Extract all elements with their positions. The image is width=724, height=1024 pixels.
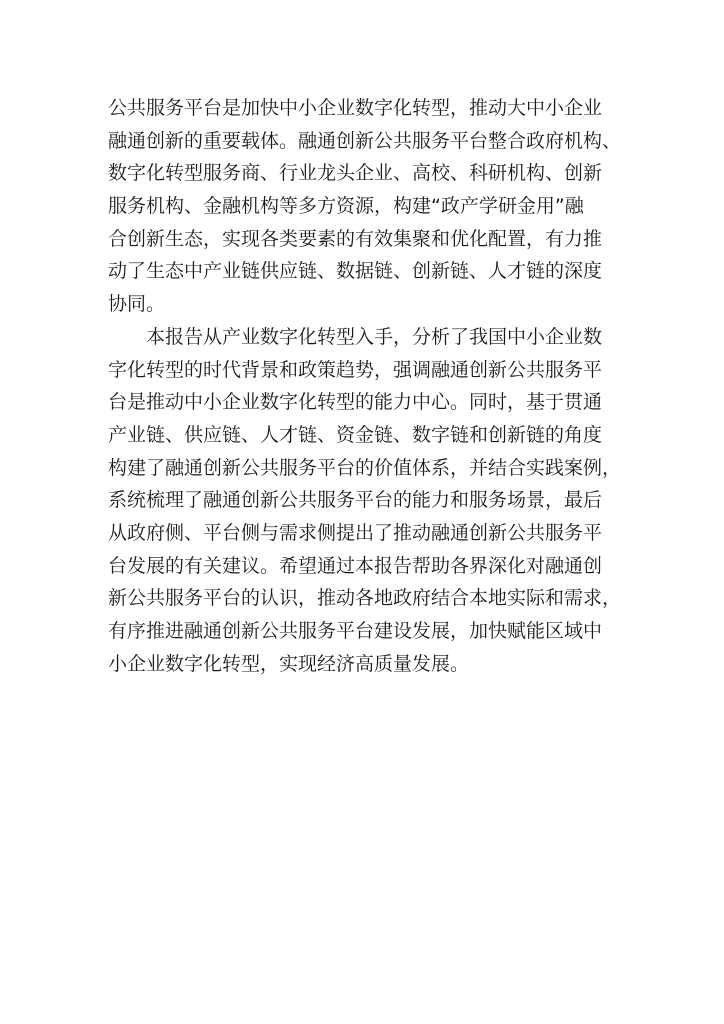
- text-line: 合创新生态，实现各类要素的有效集聚和优化配置，有力推: [108, 227, 603, 250]
- text-line: 动了生态中产业链供应链、数据链、创新链、人才链的深度: [108, 260, 603, 283]
- text-line: 构建了融通创新公共服务平台的价值体系，并结合实践案例，: [108, 456, 622, 479]
- paragraph-2: [108, 321, 628, 681]
- text-line: 融通创新的重要载体。融通创新公共服务平台整合政府机构、: [108, 129, 622, 152]
- text-line: 公共服务平台是加快中小企业数字化转型，推动大中小企业: [108, 97, 603, 119]
- body-text: [108, 92, 628, 680]
- text-line: 数字化转型服务商、行业龙头企业、高校、科研机构、创新: [108, 162, 603, 185]
- text-line: 台是推动中小企业数字化转型的能力中心。同时，基于贯通: [108, 391, 603, 414]
- text-line: 协同。: [108, 293, 166, 316]
- text-line: 从政府侧、平台侧与需求侧提出了推动融通创新公共服务平: [108, 521, 603, 544]
- text-line: 小企业数字化转型，实现经济高质量发展。: [108, 652, 470, 675]
- text-line: 台发展的有关建议。希望通过本报告帮助各界深化对融通创: [108, 554, 603, 577]
- text-line: 服务机构、金融机构等多方资源，构建“政产学研金用”融: [108, 195, 584, 218]
- text-line: 有序推进融通创新公共服务平台建设发展，加快赋能区域中: [108, 620, 603, 642]
- text-line: 字化转型的时代背景和政策趋势，强调融通创新公共服务平: [108, 358, 603, 381]
- paragraph-1: [108, 92, 628, 321]
- text-line: 系统梳理了融通创新公共服务平台的能力和服务场景，最后: [108, 489, 603, 512]
- text-line: 本报告从产业数字化转型入手，分析了我国中小企业数: [108, 325, 603, 348]
- text-line: 产业链、供应链、人才链、资金链、数字链和创新链的角度: [108, 423, 603, 446]
- text-line: 新公共服务平台的认识，推动各地政府结合本地实际和需求，: [108, 587, 622, 610]
